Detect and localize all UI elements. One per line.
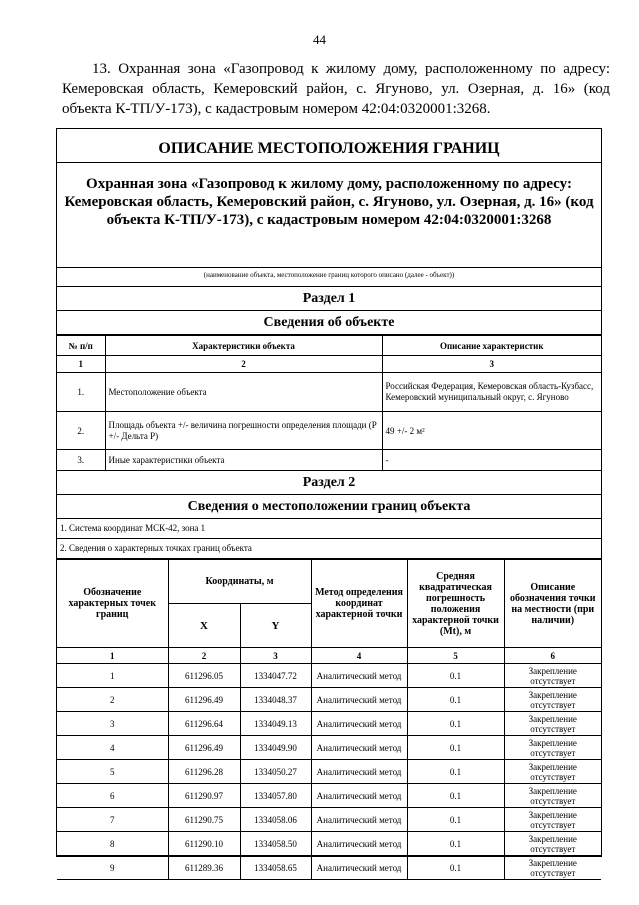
point-id: 6 [57, 784, 168, 808]
point-id: 3 [57, 712, 168, 736]
intro-paragraph: 13. Охранная зона «Газопровод к жилому дому, расположенному по адресу: Кемеровская область, Кемеровский район, с. Ягуново, ул. Озерная, д. 16» (код объекта К-ТП/У-173), с кадастровым номером 42:04:0320001:3268. [62, 61, 610, 117]
col-number: 4 [311, 648, 407, 664]
point-method: Аналитический метод [311, 712, 407, 736]
page-number: 44 [313, 32, 326, 47]
point-method: Аналитический метод [311, 688, 407, 712]
point-method: Аналитический метод [311, 856, 407, 880]
table-row [57, 712, 601, 736]
coordinate-system: 1. Система координат МСК-42, зона 1 [57, 519, 601, 539]
points-label: 2. Сведения о характерных точках границ объекта [57, 539, 601, 559]
point-description: Закрепление отсутствует [504, 736, 601, 760]
boundary-description-form [56, 128, 602, 878]
point-description: Закрепление отсутствует [504, 664, 601, 688]
col-header-point-description: Описание обозначения точки на местности (при наличии) [504, 560, 601, 648]
col-header-description: Описание характеристик [382, 336, 601, 356]
point-y: 1334058.50 [240, 832, 311, 856]
section1-subtitle: Сведения об объекте [57, 311, 601, 335]
point-description: Закрепление отсутствует [504, 688, 601, 712]
table-row [57, 736, 601, 760]
point-x: 611296.28 [168, 760, 240, 784]
col-number: 5 [407, 648, 504, 664]
section2-subtitle: Сведения о местоположении границ объекта [57, 495, 601, 519]
point-x: 611296.49 [168, 688, 240, 712]
point-y: 1334048.37 [240, 688, 311, 712]
col-header-method: Метод определения координат характерной точки [311, 560, 407, 648]
row-number: 1. [57, 373, 105, 412]
point-x: 611290.75 [168, 808, 240, 832]
point-description: Закрепление отсутствует [504, 784, 601, 808]
table-row [57, 832, 601, 856]
row-number: 2. [57, 412, 105, 450]
row-characteristic: Площадь объекта +/- величина погрешности определения площади (Р +/- Дельта Р) [105, 412, 382, 450]
table-row [57, 688, 601, 712]
row-value: 49 +/- 2 м² [382, 412, 601, 450]
point-x: 611296.49 [168, 736, 240, 760]
point-description: Закрепление отсутствует [504, 856, 601, 880]
table-row [57, 412, 601, 450]
point-id: 7 [57, 808, 168, 832]
point-method: Аналитический метод [311, 664, 407, 688]
col-number: 3 [240, 648, 311, 664]
boundary-points-table [57, 559, 601, 880]
col-header-coordinates: Координаты, м [168, 560, 311, 604]
col-number: 6 [504, 648, 601, 664]
col-header-y: Y [240, 604, 311, 648]
col-header-x: X [168, 604, 240, 648]
table-row [57, 664, 601, 688]
point-error: 0.1 [407, 784, 504, 808]
point-id: 8 [57, 832, 168, 856]
point-error: 0.1 [407, 736, 504, 760]
section2-title: Раздел 2 [57, 471, 601, 495]
point-error: 0.1 [407, 664, 504, 688]
point-y: 1334050.27 [240, 760, 311, 784]
point-y: 1334049.90 [240, 736, 311, 760]
point-y: 1334057.80 [240, 784, 311, 808]
point-id: 5 [57, 760, 168, 784]
point-error: 0.1 [407, 712, 504, 736]
point-id: 9 [57, 856, 168, 880]
col-header-characteristic: Характеристики объекта [105, 336, 382, 356]
object-name-note: (наименование объекта, местоположение границ которого описано (далее - объект)) [57, 267, 601, 287]
object-name: Охранная зона «Газопровод к жилому дому, расположенному по адресу: Кемеровская область, Кемеровский район, с. Ягуново, ул. Озерная, д. 16» (код объекта К-ТП/У-173), с кадастровым номером 42:04:0320001:3268 [64, 176, 594, 228]
point-description: Закрепление отсутствует [504, 832, 601, 856]
col-header-number: № п/п [57, 336, 105, 356]
point-error: 0.1 [407, 760, 504, 784]
table-row [57, 808, 601, 832]
col-number: 1 [57, 356, 105, 373]
point-y: 1334058.06 [240, 808, 311, 832]
point-error: 0.1 [407, 832, 504, 856]
point-x: 611296.05 [168, 664, 240, 688]
col-header-error: Средняя квадратическая погрешность положения характерной точки (Mt), м [407, 560, 504, 648]
point-error: 0.1 [407, 688, 504, 712]
object-info-table [57, 335, 601, 471]
section1-title: Раздел 1 [57, 287, 601, 311]
table-row [57, 856, 601, 880]
point-id: 2 [57, 688, 168, 712]
col-header-designation: Обозначение характерных точек границ [57, 560, 168, 648]
point-method: Аналитический метод [311, 832, 407, 856]
point-y: 1334047.72 [240, 664, 311, 688]
point-method: Аналитический метод [311, 784, 407, 808]
point-x: 611290.97 [168, 784, 240, 808]
table-row [57, 450, 601, 471]
table-row [57, 760, 601, 784]
row-characteristic: Местоположение объекта [105, 373, 382, 412]
col-number: 2 [105, 356, 382, 373]
point-x: 611296.64 [168, 712, 240, 736]
point-id: 4 [57, 736, 168, 760]
row-characteristic: Иные характеристики объекта [105, 450, 382, 471]
table-row [57, 784, 601, 808]
col-number: 2 [168, 648, 240, 664]
point-method: Аналитический метод [311, 736, 407, 760]
row-value: - [382, 450, 601, 471]
point-error: 0.1 [407, 808, 504, 832]
document-heading: ОПИСАНИЕ МЕСТОПОЛОЖЕНИЯ ГРАНИЦ [57, 129, 601, 163]
point-x: 611290.10 [168, 832, 240, 856]
point-method: Аналитический метод [311, 808, 407, 832]
col-number: 3 [382, 356, 601, 373]
point-y: 1334049.13 [240, 712, 311, 736]
point-error: 0.1 [407, 856, 504, 880]
point-y: 1334058.65 [240, 856, 311, 880]
point-description: Закрепление отсутствует [504, 760, 601, 784]
point-method: Аналитический метод [311, 760, 407, 784]
point-description: Закрепление отсутствует [504, 712, 601, 736]
col-number: 1 [57, 648, 168, 664]
point-id: 1 [57, 664, 168, 688]
table-row [57, 373, 601, 412]
row-value: Российская Федерация, Кемеровская область-Кузбасс, Кемеровский муниципальный округ, с. Ягуново [382, 373, 601, 412]
point-description: Закрепление отсутствует [504, 808, 601, 832]
row-number: 3. [57, 450, 105, 471]
point-x: 611289.36 [168, 856, 240, 880]
